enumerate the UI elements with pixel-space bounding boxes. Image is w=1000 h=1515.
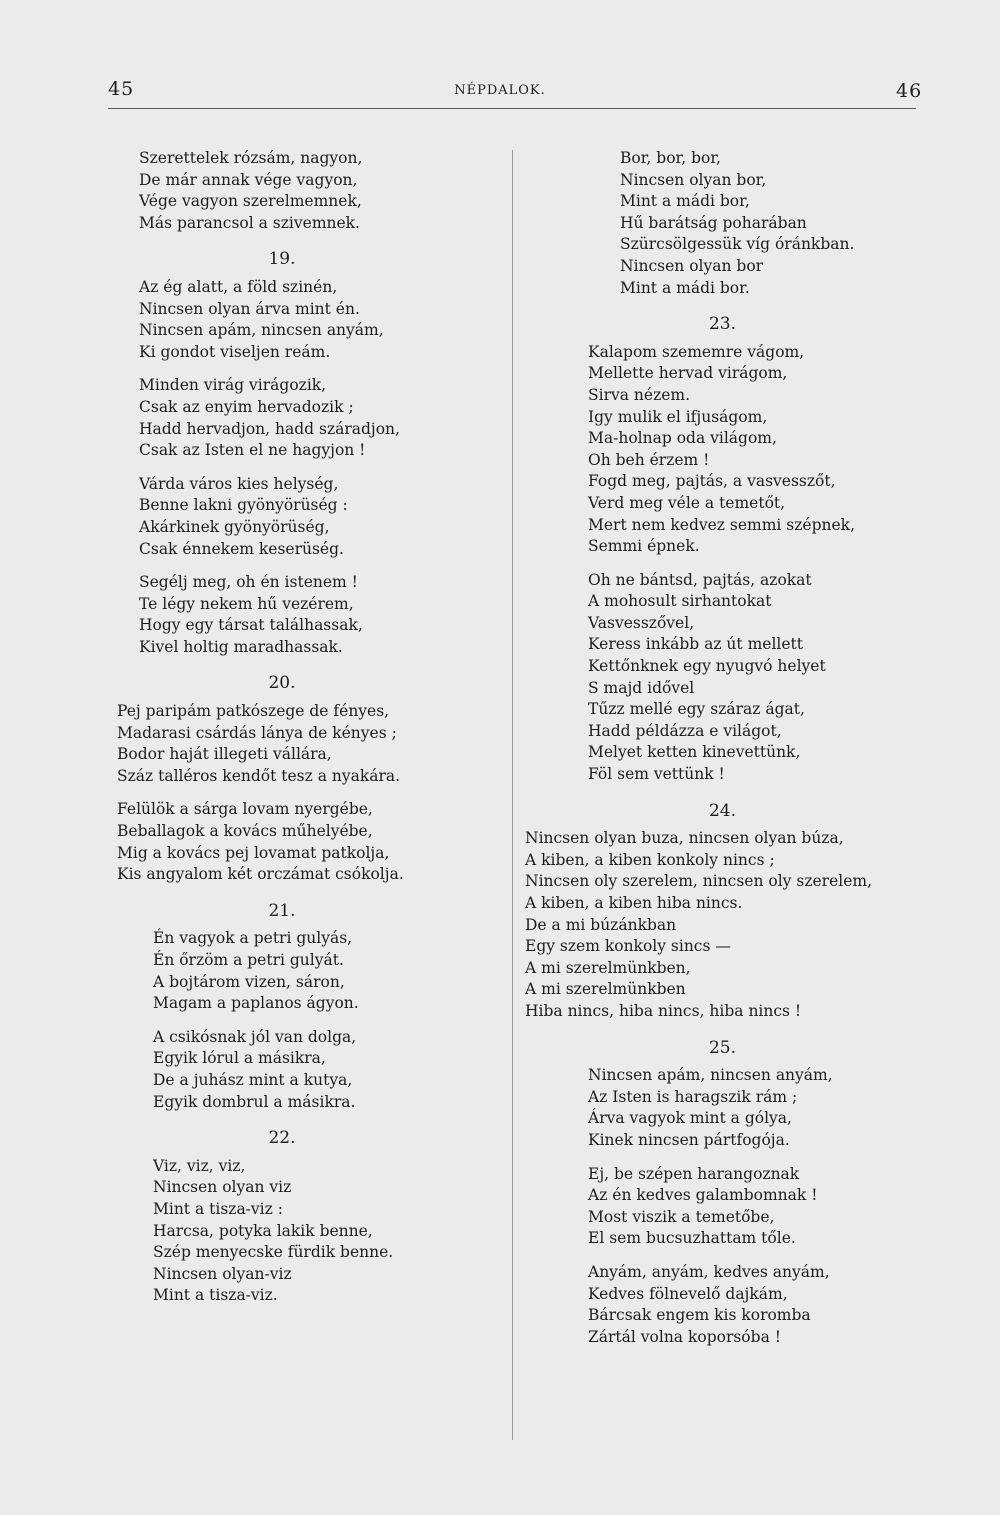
verse-line: A mi szerelmünkben, — [525, 958, 691, 977]
poem-number: 20. — [268, 673, 296, 694]
poem — [117, 673, 447, 885]
verse-line: De a juhász mint a kutya, — [153, 1070, 353, 1089]
verse-line: Mellette hervad virágom, — [588, 364, 788, 383]
running-title: NÉPDALOK. — [454, 83, 546, 98]
verse-line: Nincsen apám, nincsen anyám, — [139, 321, 384, 340]
poem — [117, 148, 447, 234]
verse-line: Igy mulik el ifjuságom, — [588, 407, 768, 426]
page-header — [0, 78, 1000, 108]
verse-line: Nincsen olyan bor, — [620, 170, 767, 189]
verse-line: Bárcsak engem kis koromba — [588, 1306, 811, 1325]
verse-line: Segélj meg, oh én istenem ! — [139, 573, 358, 592]
verse-line: Mint a mádi bor. — [620, 278, 750, 297]
verse-line: Az én kedves galambomnak ! — [588, 1186, 818, 1205]
verse-line: Tűzz mellé egy száraz ágat, — [588, 700, 805, 719]
verse-line: Hadd hervadjon, hadd száradjon, — [139, 419, 400, 438]
stanza — [117, 277, 447, 363]
verse-line: Mert nem kedvez semmi szépnek, — [588, 515, 855, 534]
verse-line: Keress inkább az út mellett — [588, 635, 803, 654]
verse-line: A kiben, a kiben hiba nincs. — [525, 894, 743, 912]
poem-number: 21. — [268, 900, 296, 921]
stanza — [117, 375, 447, 461]
left-column — [117, 148, 447, 1319]
verse-line: Melyet ketten kinevettünk, — [588, 743, 801, 762]
poem-number: 24. — [708, 800, 737, 821]
verse-line: S majd idővel — [588, 678, 695, 697]
verse-line: Vasvesszővel, — [588, 613, 695, 632]
verse-line: Oh ne bántsd, pajtás, azokat — [588, 570, 812, 589]
verse-line: A kiben, a kiben konkoly nincs ; — [525, 850, 775, 869]
verse-line: Csak az Isten el ne hagyjon ! — [139, 441, 366, 460]
poem-number: 22. — [268, 1128, 296, 1149]
stanza — [525, 828, 920, 1022]
stanza — [117, 701, 447, 787]
stanza — [525, 570, 920, 786]
verse-line: A bojtárom vizen, sáron, — [153, 972, 345, 991]
verse-line: Mint a tisza-viz : — [153, 1199, 283, 1218]
verse-line: El sem bucsuzhattam tőle. — [588, 1229, 796, 1248]
header-rule — [108, 108, 916, 109]
poem — [117, 249, 447, 658]
verse-line: A csikósnak jól van dolga, — [153, 1027, 357, 1046]
stanza — [117, 1156, 447, 1307]
verse-line: Nincsen olyan-viz — [153, 1264, 292, 1283]
verse-line: Kivel holtig maradhassak. — [139, 637, 343, 656]
verse-line: Az ég alatt, a föld szinén, — [139, 277, 338, 296]
poem — [525, 1038, 920, 1349]
poem — [117, 1128, 447, 1307]
verse-line: Kettőnknek egy nyugvó helyet — [588, 657, 826, 676]
verse-line: Hiba nincs, hiba nincs, hiba nincs ! — [525, 1001, 802, 1020]
verse-line: Száz talléros kendőt tesz a nyakára. — [117, 766, 401, 785]
verse-line: Csak az enyim hervadozik ; — [139, 397, 354, 416]
verse-line: Benne lakni gyönyörüség : — [139, 496, 348, 515]
verse-line: Más parancsol a szivemnek. — [139, 213, 360, 232]
verse-line: Hű barátság poharában — [620, 213, 807, 232]
poem-number: 19. — [268, 249, 296, 270]
verse-line: Bor, bor, bor, — [620, 149, 721, 167]
verse-line: Anyám, anyám, kedves anyám, — [588, 1262, 830, 1281]
verse-line: Nincsen oly szerelem, nincsen oly szerelem, — [525, 872, 872, 891]
verse-line: Egyik dombrul a másikra. — [153, 1092, 356, 1111]
verse-line: Ej, be szépen harangoznak — [588, 1164, 800, 1183]
verse-line: Hogy egy társat találhassak, — [139, 616, 363, 635]
verse-line: Verd meg véle a temetőt, — [588, 493, 786, 512]
poem — [525, 148, 920, 299]
verse-line: Én vagyok a petri gulyás, — [153, 929, 353, 948]
verse-line: Egy szem konkoly sincs — — [525, 937, 731, 956]
right-page-number: 46 — [896, 80, 923, 102]
stanza — [525, 148, 920, 299]
verse-line: Én őrzöm a petri gulyát. — [153, 951, 344, 969]
stanza — [525, 1262, 920, 1348]
stanza — [525, 342, 920, 558]
verse-line: Most viszik a temetőbe, — [588, 1207, 775, 1226]
verse-line: Fogd meg, pajtás, a vasvesszőt, — [588, 472, 836, 491]
verse-line: Semmi épnek. — [588, 537, 700, 556]
verse-line: Ki gondot viseljen reám. — [139, 342, 331, 361]
verse-line: Nincsen apám, nincsen anyám, — [588, 1066, 833, 1085]
stanza — [525, 1164, 920, 1250]
verse-line: Harcsa, potyka lakik benne, — [153, 1221, 373, 1240]
left-page-number: 45 — [108, 78, 135, 100]
verse-line: Föl sem vettünk ! — [588, 765, 725, 784]
verse-line: Viz, viz, viz, — [153, 1156, 246, 1175]
verse-line: Sirva nézem. — [588, 385, 691, 404]
verse-line: A mohosult sirhantokat — [588, 592, 772, 611]
verse-line: Felülök a sárga lovam nyergébe, — [117, 800, 373, 819]
verse-line: Az Isten is haragszik rám ; — [588, 1087, 798, 1106]
verse-line: Árva vagyok mint a gólya, — [588, 1109, 792, 1128]
column-divider — [512, 150, 513, 1440]
verse-line: Mint a tisza-viz. — [153, 1286, 278, 1305]
verse-line: Ma-holnap oda világom, — [588, 429, 777, 448]
stanza — [117, 1027, 447, 1113]
verse-line: Kinek nincsen pártfogója. — [588, 1130, 790, 1149]
verse-line: Kis angyalom két orczámat csókolja. — [117, 865, 404, 884]
verse-line: Csak énnekem keserüség. — [139, 539, 344, 558]
poem — [117, 901, 447, 1113]
verse-line: De a mi búzánkban — [525, 915, 677, 934]
verse-line: Nincsen olyan árva mint én. — [139, 299, 360, 318]
verse-line: Kedves fölnevelő dajkám, — [588, 1284, 788, 1303]
verse-line: Kalapom szememre vágom, — [588, 342, 805, 361]
stanza — [525, 1065, 920, 1151]
verse-line: Madarasi csárdás lánya de kényes ; — [117, 723, 397, 742]
verse-line: Magam a paplanos ágyon. — [153, 994, 359, 1013]
verse-line: Beballagok a kovács műhelyébe, — [117, 822, 373, 841]
stanza — [117, 474, 447, 560]
verse-line: Pej paripám patkószege de fényes, — [117, 702, 390, 721]
verse-line: Szürcsölgessük víg óránkban. — [620, 235, 855, 254]
verse-line: Zártál volna koporsóba ! — [588, 1327, 781, 1346]
verse-line: Mint a mádi bor, — [620, 192, 750, 211]
verse-line: Te légy nekem hű vezérem, — [139, 594, 354, 613]
verse-line: Akárkinek gyönyörüség, — [139, 517, 330, 536]
poem-number: 25. — [708, 1037, 737, 1058]
verse-line: Szerettelek rózsám, nagyon, — [139, 149, 363, 167]
stanza — [117, 799, 447, 885]
poem-number: 23. — [708, 314, 737, 335]
verse-line: Szép menyecske fürdik benne. — [153, 1243, 394, 1262]
verse-line: Vége vagyon szerelmemnek, — [139, 192, 362, 211]
verse-line: Nincsen olyan viz — [153, 1178, 292, 1197]
stanza — [117, 928, 447, 1014]
verse-line: Oh beh érzem ! — [588, 450, 710, 469]
verse-line: Minden virág virágozik, — [139, 376, 327, 395]
verse-line: Bodor haját illegeti vállára, — [117, 745, 332, 764]
verse-line: Hadd példázza e világot, — [588, 721, 782, 740]
verse-line: Nincsen olyan bor — [620, 256, 764, 275]
right-column — [525, 148, 920, 1360]
verse-line: De már annak vége vagyon, — [139, 170, 358, 189]
verse-line: Nincsen olyan buza, nincsen olyan búza, — [525, 829, 844, 848]
stanza — [117, 572, 447, 658]
verse-line: Mig a kovács pej lovamat patkolja, — [117, 843, 390, 862]
verse-line: A mi szerelmünkben — [525, 980, 686, 999]
verse-line: Várda város kies helység, — [139, 474, 339, 493]
verse-line: Egyik lórul a másikra, — [153, 1049, 326, 1068]
stanza — [117, 148, 447, 234]
poem — [525, 314, 920, 785]
poem — [525, 801, 920, 1023]
